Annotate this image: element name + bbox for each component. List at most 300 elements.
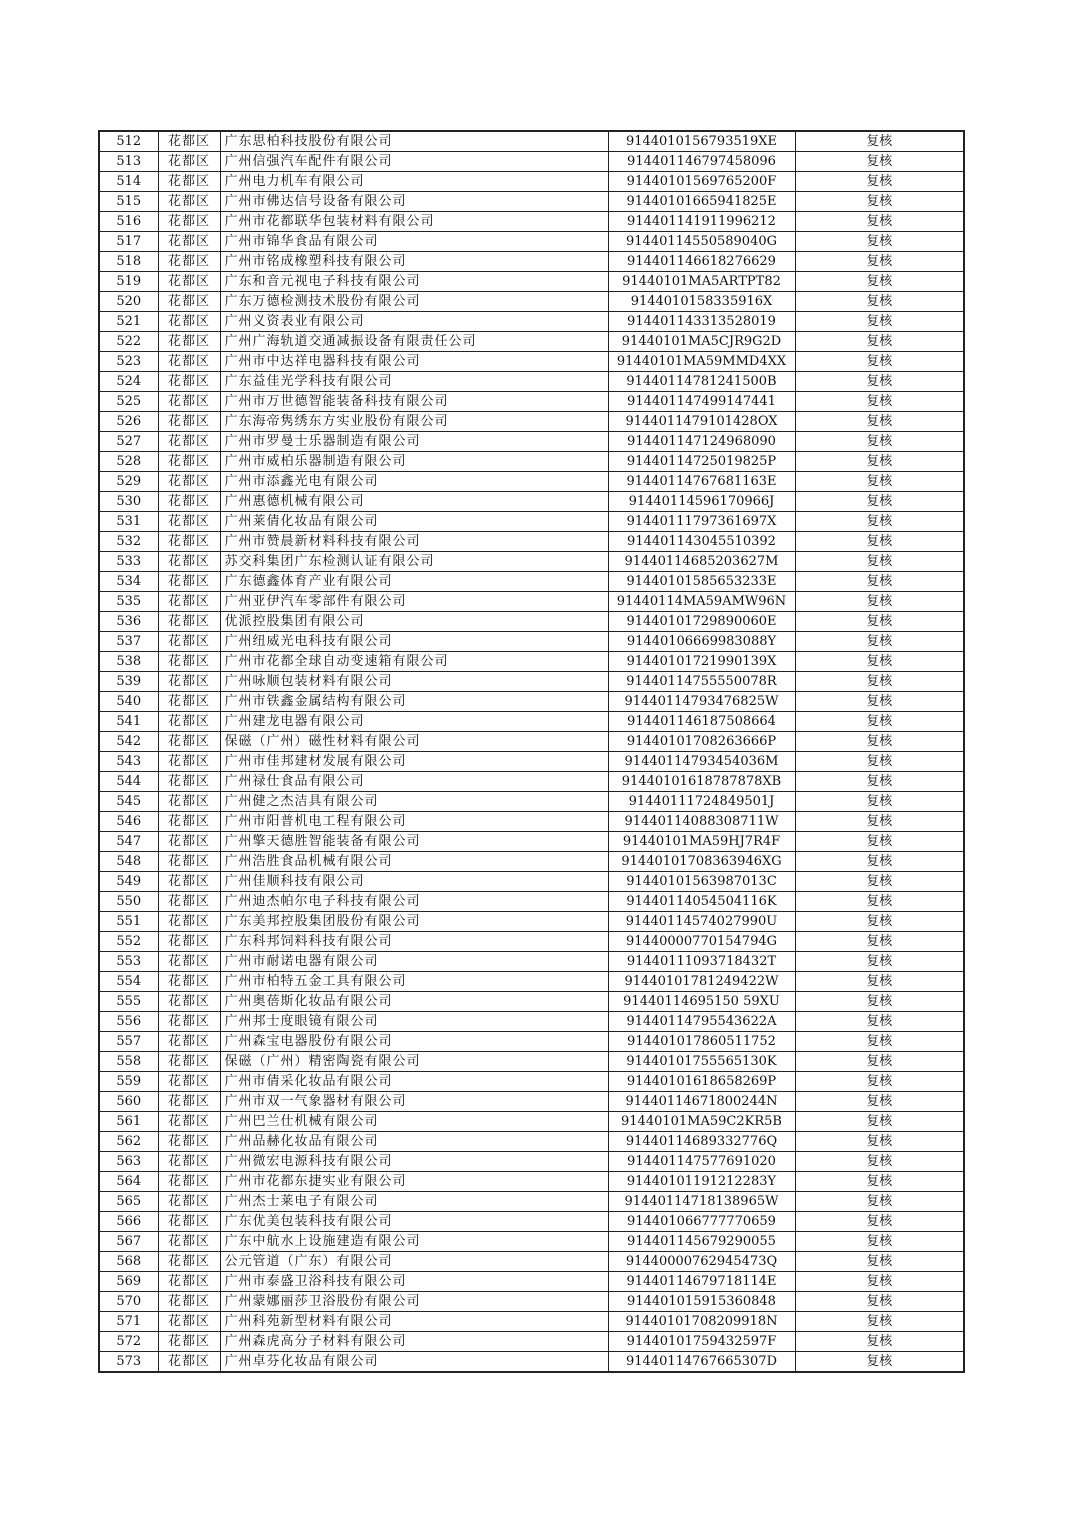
table-row [99,812,964,832]
table-row [99,432,964,452]
row-number: 520 [99,292,158,312]
review-type: 复核 [795,852,964,872]
credit-code: 91440101708209918N [608,1312,795,1332]
table-row [99,1292,964,1312]
company-name: 广东海帝隽绣东方实业股份有限公司 [220,412,608,432]
row-number: 514 [99,172,158,192]
table-row [99,131,964,152]
company-name: 广东中航水上设施建造有限公司 [220,1232,608,1252]
row-number: 546 [99,812,158,832]
review-type: 复核 [795,292,964,312]
district-cell: 花都区 [158,552,220,572]
company-name: 广州市阳普机电工程有限公司 [220,812,608,832]
credit-code: 91440101MA59HJ7R4F [608,832,795,852]
company-name: 广州信强汽车配件有限公司 [220,152,608,172]
table-row [99,1172,964,1192]
row-number: 555 [99,992,158,1012]
row-number: 540 [99,692,158,712]
district-cell: 花都区 [158,512,220,532]
row-number: 539 [99,672,158,692]
credit-code: 91440101MA59MMD4XX [608,352,795,372]
credit-code: 914401147577691020 [608,1152,795,1172]
credit-code: 914401146618276629 [608,252,795,272]
table-row [99,332,964,352]
table-row [99,1332,964,1352]
row-number: 515 [99,192,158,212]
district-cell: 花都区 [158,1012,220,1032]
review-type: 复核 [795,272,964,292]
review-type: 复核 [795,792,964,812]
district-cell: 花都区 [158,472,220,492]
table-row [99,1252,964,1272]
review-type: 复核 [795,131,964,152]
district-cell: 花都区 [158,1112,220,1132]
table-row [99,992,964,1012]
company-name: 广州卓芬化妆品有限公司 [220,1352,608,1373]
row-number: 527 [99,432,158,452]
district-cell: 花都区 [158,752,220,772]
district-cell: 花都区 [158,392,220,412]
company-name: 保磁（广州）精密陶瓷有限公司 [220,1052,608,1072]
row-number: 512 [99,131,158,152]
row-number: 538 [99,652,158,672]
district-cell: 花都区 [158,712,220,732]
review-type: 复核 [795,232,964,252]
credit-code: 91440101MA59C2KR5B [608,1112,795,1132]
review-type: 复核 [795,612,964,632]
table-row [99,152,964,172]
enterprise-table-body [99,131,964,1372]
review-type: 复核 [795,1032,964,1052]
row-number: 567 [99,1232,158,1252]
row-number: 558 [99,1052,158,1072]
credit-code: 914401017860511752 [608,1032,795,1052]
district-cell: 花都区 [158,1092,220,1112]
review-type: 复核 [795,1152,964,1172]
table-row [99,1132,964,1152]
credit-code: 91440114596170966J [608,492,795,512]
credit-code: 914401147499147441 [608,392,795,412]
table-row [99,452,964,472]
row-number: 548 [99,852,158,872]
company-name: 广州纽威光电科技有限公司 [220,632,608,652]
table-row [99,312,964,332]
row-number: 544 [99,772,158,792]
review-type: 复核 [795,692,964,712]
credit-code: 91440114725019825P [608,452,795,472]
table-row [99,232,964,252]
company-name: 广州禄仕食品有限公司 [220,772,608,792]
review-type: 复核 [795,672,964,692]
credit-code: 91440114781241500B [608,372,795,392]
table-row [99,1192,964,1212]
review-type: 复核 [795,392,964,412]
company-name: 广州迪杰帕尔电子科技有限公司 [220,892,608,912]
review-type: 复核 [795,1172,964,1192]
review-type: 复核 [795,412,964,432]
district-cell: 花都区 [158,692,220,712]
row-number: 519 [99,272,158,292]
company-name: 广州亚伊汽车零部件有限公司 [220,592,608,612]
district-cell: 花都区 [158,652,220,672]
review-type: 复核 [795,752,964,772]
credit-code: 91440101759432597F [608,1332,795,1352]
company-name: 广东思柏科技股份有限公司 [220,131,608,152]
review-type: 复核 [795,432,964,452]
table-row [99,612,964,632]
company-name: 广州佳顺科技有限公司 [220,872,608,892]
review-type: 复核 [795,812,964,832]
company-name: 广州邦士度眼镜有限公司 [220,1012,608,1032]
district-cell: 花都区 [158,632,220,652]
table-row [99,192,964,212]
row-number: 565 [99,1192,158,1212]
row-number: 568 [99,1252,158,1272]
credit-code: 914401147124968090 [608,432,795,452]
table-row [99,1352,964,1373]
table-row [99,1212,964,1232]
company-name: 广州市罗曼士乐器制造有限公司 [220,432,608,452]
district-cell: 花都区 [158,492,220,512]
review-type: 复核 [795,1092,964,1112]
table-row [99,692,964,712]
row-number: 550 [99,892,158,912]
table-row [99,1092,964,1112]
table-row [99,1152,964,1172]
row-number: 516 [99,212,158,232]
district-cell: 花都区 [158,312,220,332]
row-number: 571 [99,1312,158,1332]
credit-code: 91440114088308711W [608,812,795,832]
credit-code: 91440111724849501J [608,792,795,812]
row-number: 541 [99,712,158,732]
credit-code: 91440114695150 59XU [608,992,795,1012]
company-name: 广州市铁鑫金属结构有限公司 [220,692,608,712]
company-name: 广州市花都东捷实业有限公司 [220,1172,608,1192]
row-number: 530 [99,492,158,512]
district-cell: 花都区 [158,1172,220,1192]
credit-code: 91440101585653233E [608,572,795,592]
table-row [99,492,964,512]
table-row [99,652,964,672]
review-type: 复核 [795,1332,964,1352]
district-cell: 花都区 [158,1292,220,1312]
row-number: 569 [99,1272,158,1292]
review-type: 复核 [795,1312,964,1332]
company-name: 广州品赫化妆品有限公司 [220,1132,608,1152]
review-type: 复核 [795,992,964,1012]
table-row [99,872,964,892]
row-number: 554 [99,972,158,992]
company-name: 广州建龙电器有限公司 [220,712,608,732]
district-cell: 花都区 [158,1052,220,1072]
district-cell: 花都区 [158,812,220,832]
review-type: 复核 [795,1232,964,1252]
credit-code: 91440101781249422W [608,972,795,992]
review-type: 复核 [795,192,964,212]
credit-code: 914401143313528019 [608,312,795,332]
row-number: 556 [99,1012,158,1032]
review-type: 复核 [795,532,964,552]
company-name: 保磁（广州）磁性材料有限公司 [220,732,608,752]
district-cell: 花都区 [158,332,220,352]
table-row [99,272,964,292]
table-row [99,352,964,372]
credit-code: 91440106669983088Y [608,632,795,652]
row-number: 562 [99,1132,158,1152]
district-cell: 花都区 [158,832,220,852]
district-cell: 花都区 [158,532,220,552]
row-number: 524 [99,372,158,392]
district-cell: 花都区 [158,1352,220,1373]
district-cell: 花都区 [158,252,220,272]
table-row [99,972,964,992]
review-type: 复核 [795,1012,964,1032]
table-row [99,792,964,812]
review-type: 复核 [795,212,964,232]
credit-code: 91440111797361697X [608,512,795,532]
review-type: 复核 [795,632,964,652]
company-name: 广州科苑新型材料有限公司 [220,1312,608,1332]
credit-code: 91440114685203627M [608,552,795,572]
row-number: 561 [99,1112,158,1132]
review-type: 复核 [795,732,964,752]
district-cell: 花都区 [158,872,220,892]
credit-code: 91440114755550078R [608,672,795,692]
district-cell: 花都区 [158,992,220,1012]
review-type: 复核 [795,592,964,612]
review-type: 复核 [795,932,964,952]
review-type: 复核 [795,1052,964,1072]
table-row [99,752,964,772]
district-cell: 花都区 [158,572,220,592]
review-type: 复核 [795,372,964,392]
credit-code: 91440101191212283Y [608,1172,795,1192]
company-name: 广东美邦控股集团股份有限公司 [220,912,608,932]
company-name: 广州巴兰仕机械有限公司 [220,1112,608,1132]
table-row [99,952,964,972]
review-type: 复核 [795,1252,964,1272]
company-name: 广州市倩采化妆品有限公司 [220,1072,608,1092]
company-name: 广州市中达祥电器科技有限公司 [220,352,608,372]
row-number: 522 [99,332,158,352]
credit-code: 91440114793454036M [608,752,795,772]
review-type: 复核 [795,512,964,532]
company-name: 广东优美包装科技有限公司 [220,1212,608,1232]
credit-code: 91440000770154794G [608,932,795,952]
company-name: 广州市威柏乐器制造有限公司 [220,452,608,472]
table-row [99,292,964,312]
credit-code: 914401146797458096 [608,152,795,172]
table-row [99,1072,964,1092]
table-row [99,212,964,232]
row-number: 552 [99,932,158,952]
district-cell: 花都区 [158,912,220,932]
credit-code: 91440114793476825W [608,692,795,712]
credit-code: 91440101665941825E [608,192,795,212]
table-row [99,732,964,752]
company-name: 广州市佛达信号设备有限公司 [220,192,608,212]
table-row [99,832,964,852]
district-cell: 花都区 [158,412,220,432]
row-number: 560 [99,1092,158,1112]
table-row [99,252,964,272]
review-type: 复核 [795,472,964,492]
table-row [99,572,964,592]
company-name: 广东德鑫体育产业有限公司 [220,572,608,592]
credit-code: 914401145679290055 [608,1232,795,1252]
credit-code: 914401146187508664 [608,712,795,732]
district-cell: 花都区 [158,292,220,312]
company-name: 广州电力机车有限公司 [220,172,608,192]
table-row [99,172,964,192]
review-type: 复核 [795,1132,964,1152]
table-row [99,552,964,572]
review-type: 复核 [795,1352,964,1373]
credit-code: 91440114574027990U [608,912,795,932]
company-name: 广州惠德机械有限公司 [220,492,608,512]
company-name: 广州森虎高分子材料有限公司 [220,1332,608,1352]
review-type: 复核 [795,1192,964,1212]
table-row [99,892,964,912]
row-number: 532 [99,532,158,552]
review-type: 复核 [795,332,964,352]
credit-code: 91440101618787878XB [608,772,795,792]
enterprise-list-sheet [98,130,963,1373]
enterprise-table [98,130,965,1373]
table-row [99,672,964,692]
credit-code: 91440114767665307D [608,1352,795,1373]
row-number: 559 [99,1072,158,1092]
review-type: 复核 [795,1072,964,1092]
row-number: 564 [99,1172,158,1192]
row-number: 521 [99,312,158,332]
review-type: 复核 [795,1292,964,1312]
credit-code: 914401141911996212 [608,212,795,232]
credit-code: 914401066777770659 [608,1212,795,1232]
district-cell: 花都区 [158,212,220,232]
row-number: 553 [99,952,158,972]
row-number: 525 [99,392,158,412]
district-cell: 花都区 [158,172,220,192]
district-cell: 花都区 [158,131,220,152]
credit-code: 91440114767681163E [608,472,795,492]
table-row [99,592,964,612]
company-name: 广州市花都全球自动变速箱有限公司 [220,652,608,672]
row-number: 542 [99,732,158,752]
company-name: 广州市万世德智能装备科技有限公司 [220,392,608,412]
review-type: 复核 [795,892,964,912]
table-row [99,712,964,732]
review-type: 复核 [795,352,964,372]
table-row [99,632,964,652]
credit-code: 91440000762945473Q [608,1252,795,1272]
district-cell: 花都区 [158,1252,220,1272]
company-name: 广州杰士莱电子有限公司 [220,1192,608,1212]
credit-code: 91440101569765200F [608,172,795,192]
credit-code: 91440114MA59AMW96N [608,592,795,612]
row-number: 528 [99,452,158,472]
review-type: 复核 [795,572,964,592]
review-type: 复核 [795,312,964,332]
company-name: 广州奥蓓斯化妆品有限公司 [220,992,608,1012]
table-row [99,1012,964,1032]
credit-code: 9144010156793519XE [608,131,795,152]
district-cell: 花都区 [158,1212,220,1232]
table-row [99,1232,964,1252]
review-type: 复核 [795,872,964,892]
row-number: 551 [99,912,158,932]
table-row [99,1312,964,1332]
credit-code: 91440114550589040G [608,232,795,252]
district-cell: 花都区 [158,972,220,992]
credit-code: 91440114795543622A [608,1012,795,1032]
review-type: 复核 [795,492,964,512]
review-type: 复核 [795,712,964,732]
review-type: 复核 [795,1212,964,1232]
credit-code: 9144011479101428OX [608,412,795,432]
table-row [99,392,964,412]
district-cell: 花都区 [158,1032,220,1052]
company-name: 广州森宝电器股份有限公司 [220,1032,608,1052]
row-number: 566 [99,1212,158,1232]
district-cell: 花都区 [158,612,220,632]
district-cell: 花都区 [158,1272,220,1292]
review-type: 复核 [795,152,964,172]
company-name: 广州市赞晨新材料科技有限公司 [220,532,608,552]
row-number: 557 [99,1032,158,1052]
row-number: 523 [99,352,158,372]
credit-code: 91440114689332776Q [608,1132,795,1152]
table-row [99,472,964,492]
district-cell: 花都区 [158,1072,220,1092]
district-cell: 花都区 [158,672,220,692]
credit-code: 91440101618658269P [608,1072,795,1092]
district-cell: 花都区 [158,432,220,452]
company-name: 广州市添鑫光电有限公司 [220,472,608,492]
credit-code: 9144010158335916X [608,292,795,312]
company-name: 广州浩胜食品机械有限公司 [220,852,608,872]
table-row [99,772,964,792]
table-row [99,512,964,532]
district-cell: 花都区 [158,232,220,252]
company-name: 广州市柏特五金工具有限公司 [220,972,608,992]
row-number: 570 [99,1292,158,1312]
company-name: 广州健之杰洁具有限公司 [220,792,608,812]
district-cell: 花都区 [158,272,220,292]
district-cell: 花都区 [158,852,220,872]
review-type: 复核 [795,652,964,672]
company-name: 广州市铭成橡塑科技有限公司 [220,252,608,272]
company-name: 广州市耐诺电器有限公司 [220,952,608,972]
company-name: 广州咏顺包装材料有限公司 [220,672,608,692]
review-type: 复核 [795,452,964,472]
district-cell: 花都区 [158,772,220,792]
company-name: 广州市锦华食品有限公司 [220,232,608,252]
row-number: 535 [99,592,158,612]
table-row [99,1272,964,1292]
review-type: 复核 [795,252,964,272]
company-name: 广州市佳邦建材发展有限公司 [220,752,608,772]
row-number: 536 [99,612,158,632]
company-name: 广州义资表业有限公司 [220,312,608,332]
district-cell: 花都区 [158,952,220,972]
row-number: 543 [99,752,158,772]
district-cell: 花都区 [158,1232,220,1252]
row-number: 573 [99,1352,158,1373]
row-number: 529 [99,472,158,492]
district-cell: 花都区 [158,932,220,952]
